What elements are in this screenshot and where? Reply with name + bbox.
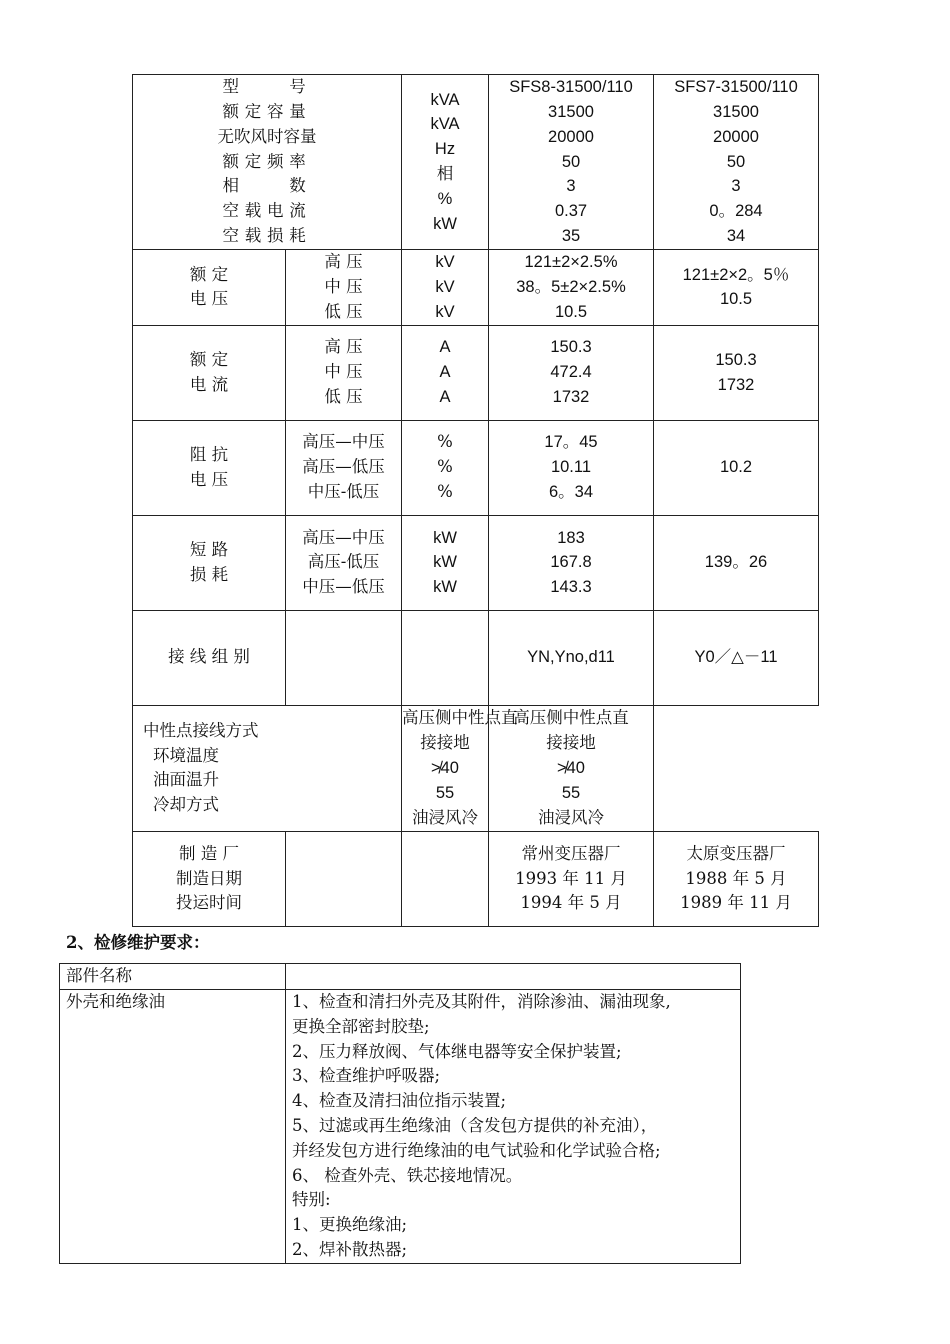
value: 35 [561,227,581,246]
label-line: 额 定 [189,264,229,284]
unit: % [437,457,453,477]
transformer-spec-table [132,74,819,927]
empty-cell [286,610,402,705]
connection-label: 接 线 组 别 [133,610,286,705]
sub-label: 中 压 [324,276,363,296]
connection-col2: Y0／△－11 [654,610,819,705]
label-line: 冷却方式 [153,795,219,815]
value: 34 [726,227,746,246]
manufacturer-row [133,831,819,926]
basic-col1-cell [489,75,654,250]
value: 3 [566,177,576,196]
empty-cell [286,831,402,926]
neutral-col1 [402,705,518,831]
short-circuit-row [133,515,819,610]
unit: A [439,338,451,357]
short-circuit-units [402,515,489,610]
model-value: SFS8-31500/110 [509,78,633,97]
rated-voltage-subs [286,250,402,325]
value: 50 [726,152,746,171]
sub-label: 高压-低压 [307,552,380,572]
label-line: 制 造 厂 [179,843,239,863]
rated-current-units [402,325,489,420]
value: 1989 年 11 月 [680,893,792,913]
unit: kV [435,253,455,272]
impedance-subs [286,420,402,515]
model-value: SFS7-31500/110 [674,78,798,97]
sub-label: 低 压 [324,301,363,321]
value: 472.4 [550,363,592,382]
value: 接接地 [420,733,470,753]
value: 10.11 [550,458,592,477]
value: 6。34 [548,483,594,502]
rated-current-row [133,325,819,420]
unit: kV [435,302,455,321]
maintenance-line: 2、焊补散热器; [292,1239,408,1259]
part-name: 外壳和绝缘油 [60,990,286,1264]
value: 0。284 [709,202,763,221]
rated-voltage-col2 [654,250,819,325]
value: 常州变压器厂 [521,843,621,863]
manufacturer-labels [133,831,286,926]
impedance-label [133,420,286,515]
sub-label: 中压—低压 [302,577,385,597]
unit: kVA [430,90,460,109]
value: 143.3 [550,578,592,597]
basic-labels-cell [133,75,402,250]
label-no-load-loss: 空载损耗 [222,226,312,246]
value: 17。45 [544,433,598,452]
value: 121±2×2。5％ [682,265,790,284]
label-line: 投运时间 [176,893,242,913]
maintenance-header-row [60,964,741,990]
unit: % [437,482,453,502]
sub-label: 高 压 [324,337,363,357]
maintenance-line: 3、检查维护呼吸器; [292,1066,441,1086]
value: 高压侧中性点直 [513,708,629,728]
label-line: 电 流 [189,374,229,394]
neutral-row [133,705,819,831]
unit: kW [433,578,457,597]
value: 1732 [717,375,755,394]
sub-label: 高 压 [324,252,363,272]
maintenance-line: 并经发包方进行绝缘油的电气试验和化学试验合格; [292,1140,661,1160]
connection-row [133,610,819,705]
connection-col1: YN,Yno,d11 [489,610,654,705]
unit: % [437,432,453,452]
maintenance-line: 2、压力释放阀、气体继电器等安全保护装置; [292,1041,622,1061]
unit: kVA [430,115,460,134]
value: ≯40 [431,758,459,777]
label-line: 中性点接线方式 [143,720,259,740]
value: 55 [561,783,581,802]
section-heading: 2、检修维护要求： [66,933,210,952]
label-rated-capacity: 额定容量 [222,102,312,122]
label-line: 制造日期 [176,868,242,888]
value: ≯40 [557,758,585,777]
short-circuit-col1 [489,515,654,610]
impedance-units [402,420,489,515]
label-line: 短 路 [189,539,229,559]
rated-current-col1 [489,325,654,420]
maintenance-items [286,990,741,1264]
rated-voltage-label [133,250,286,325]
label-rated-frequency: 额定频率 [222,151,312,171]
unit: kW [433,528,457,547]
maintenance-line: 4、检查及清扫油位指示装置; [292,1091,507,1111]
value: 50 [561,152,581,171]
value: 31500 [713,103,759,122]
value: 高压侧中性点直 [402,708,518,728]
value: 150.3 [550,338,592,357]
unit: kV [435,277,455,296]
value: 3 [731,177,741,196]
impedance-col1 [489,420,654,515]
value: 1994 年 5 月 [520,893,622,913]
value: 121±2×2.5% [524,253,618,272]
value: 183 [557,528,585,547]
label-line: 环境温度 [153,745,219,765]
value: 0.37 [554,202,588,221]
short-circuit-subs [286,515,402,610]
maintenance-table [59,963,741,1264]
value: 10.5 [554,302,588,321]
label-line: 油面温升 [153,770,219,790]
label-line: 额 定 [189,349,229,369]
sub-label: 中压-低压 [307,482,380,502]
label-line: 损 耗 [189,564,229,584]
value: 太原变压器厂 [686,843,786,863]
label-line: 电 压 [189,469,229,489]
maintenance-line: 5、过滤或再生绝缘油（含发包方提供的补充油）， [292,1115,658,1135]
label-no-fan-capacity: 无吹风时容量 [217,126,317,146]
value: 55 [435,783,455,802]
basic-col2-cell [654,75,819,250]
rated-voltage-units [402,250,489,325]
short-circuit-label [133,515,286,610]
maintenance-line: 特别: [292,1190,331,1210]
maintenance-line: 1、检查和清扫外壳及其附件，消除渗油、漏油现象, [292,992,671,1011]
manufacturer-col1 [489,831,654,926]
maintenance-row [60,990,741,1264]
label-model: 型 号 [222,77,312,97]
maintenance-line: 更换全部密封胶垫; [292,1016,430,1036]
unit: 相 [436,165,454,184]
header-part-name: 部件名称 [60,964,286,990]
value: 20000 [713,127,759,146]
label-phases: 相 数 [222,176,312,196]
sub-label: 高压—中压 [302,432,385,452]
value: 150.3 [715,350,757,369]
header-content [286,964,741,990]
sub-label: 高压—低压 [302,457,385,477]
empty-cell [402,831,489,926]
sub-label: 中 压 [324,362,363,382]
value: 10.5 [719,290,753,309]
value: 1993 年 11 月 [515,868,627,888]
neutral-col2 [489,705,654,831]
value: 油浸风冷 [538,807,604,827]
value: 1732 [552,387,590,406]
label-line: 阻 抗 [189,444,229,464]
value: 167.8 [550,553,592,572]
rated-current-col2 [654,325,819,420]
label-line: 电 压 [189,289,229,309]
value: 20000 [548,127,594,146]
unit: A [439,363,451,382]
basic-units-cell [402,75,489,250]
unit: kW [433,553,457,572]
rated-current-subs [286,325,402,420]
impedance-row [133,420,819,515]
basic-params-row [133,75,819,250]
label-no-load-current: 空载电流 [222,201,312,221]
maintenance-line: 6、 检查外壳、铁芯接地情况。 [292,1165,523,1185]
rated-current-label [133,325,286,420]
neutral-labels [133,705,402,831]
sub-label: 低 压 [324,386,363,406]
rated-voltage-col1 [489,250,654,325]
value: 1988 年 5 月 [685,868,787,888]
rated-voltage-row [133,250,819,325]
manufacturer-col2 [654,831,819,926]
impedance-col2: 10.2 [654,420,819,515]
sub-label: 高压—中压 [302,527,385,547]
value: 油浸风冷 [412,807,478,827]
maintenance-line: 1、更换绝缘油; [292,1215,408,1235]
value: 38。5±2×2.5% [516,277,626,296]
unit: % [437,189,453,208]
value: 接接地 [546,733,596,753]
empty-cell [402,610,489,705]
unit: A [439,387,451,406]
short-circuit-col2: 139。26 [654,515,819,610]
unit: kW [433,214,457,233]
value: 31500 [548,103,594,122]
unit: Hz [434,140,456,159]
